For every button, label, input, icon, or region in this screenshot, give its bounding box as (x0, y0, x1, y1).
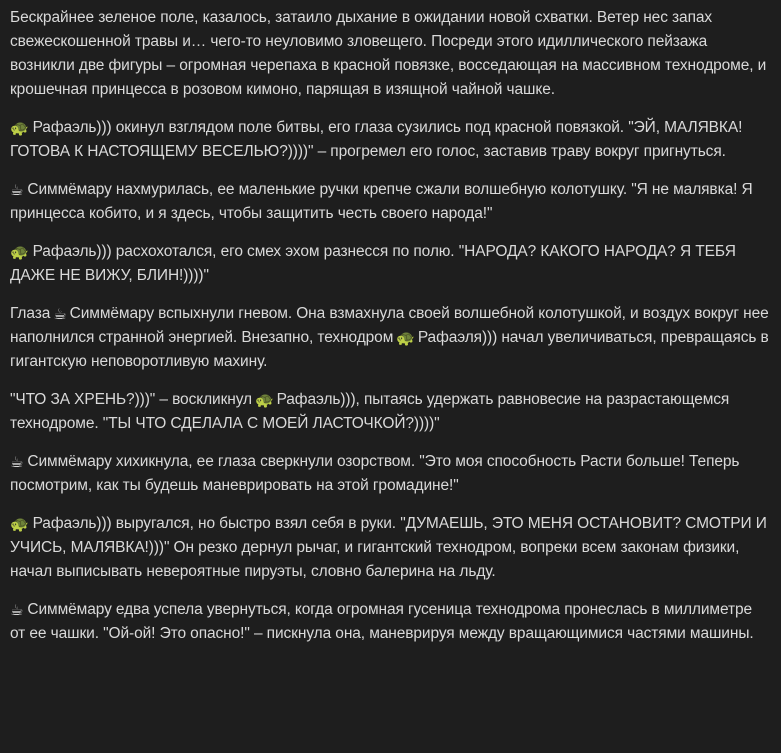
paragraph-text: Симмёмару хихикнула, ее глаза сверкнули озорством. "Это моя способность Расти больше! Теперь посмотрим, как ты будешь маневрировать на этой громадине!" (10, 453, 740, 494)
paragraph-text: Рафаэль))) расхохотался, его смех эхом разнесся по полю. "НАРОДА? КАКОГО НАРОДА? Я ТЕБЯ ДАЖЕ НЕ ВИЖУ, БЛИН!))))" (10, 243, 736, 284)
paragraph-transformation (10, 302, 770, 374)
paragraph-text: Рафаэль))) окинул взглядом поле битвы, его глаза сузились под красной повязкой. "ЭЙ, МАЛЯВКА! ГОТОВА К НАСТОЯЩЕМУ ВЕСЕЛЬЮ?))))" – прогремел его голос, заставив траву вокруг пригнуться. (10, 119, 743, 160)
hot-beverage-icon: ☕ (53, 305, 67, 323)
paragraph-text: Рафаэль))) выругался, но быстро взял себя в руки. "ДУМАЕШЬ, ЭТО МЕНЯ ОСТАНОВИТ? СМОТРИ И УЧИСЬ, МАЛЯВКА!)))" Он резко дернул рычаг, и гигантский технодром, вопреки всем законам физики, начал выписывать невероятные пируэты, словно балерина на льду. (10, 515, 767, 580)
paragraph-raphael-2 (10, 240, 770, 288)
paragraph-simmemaru-2 (10, 450, 770, 498)
paragraph-raphael-4 (10, 512, 770, 584)
turtle-icon: 🐢 (254, 391, 274, 409)
paragraph-text: Бескрайнее зеленое поле, казалось, затаило дыхание в ожидании новой схватки. Ветер нес запах свежескошенной травы и… чего-то неуловимо зловещего. Посреди этого идиллического пейзажа возникли две фигуры – огромная черепаха в красной повязке, восседающая на массивном технодроме, и крошечная принцесса в розовом кимоно, парящая в изящной чайной чашке. (10, 9, 767, 98)
paragraph-raphael-1 (10, 116, 770, 164)
hot-beverage-icon: ☕ (10, 601, 24, 619)
turtle-icon: 🐢 (396, 329, 415, 347)
paragraph-simmemaru-3 (10, 598, 770, 646)
paragraph-text: Рафаэля))) начал увеличиваться, превращаясь в гигантскую неповоротливую махину. (10, 329, 769, 370)
turtle-icon: 🐢 (10, 119, 29, 137)
paragraph-text: Симмёмару вспыхнули гневом. Она взмахнула своей волшебной колотушкой, и воздух вокруг нее наполнился странной энергией. Внезапно, технодром (10, 305, 769, 346)
hot-beverage-icon: ☕ (10, 453, 24, 471)
hot-beverage-icon: ☕ (10, 181, 24, 199)
paragraph-text: Глаза (10, 305, 51, 322)
paragraph-text: "ЧТО ЗА ХРЕНЬ?)))" – воскликнул (10, 391, 252, 408)
paragraph-simmemaru-1 (10, 178, 770, 226)
paragraph-intro (10, 6, 770, 102)
paragraph-raphael-3 (10, 388, 770, 436)
paragraph-text: Симмёмару нахмурилась, ее маленькие ручки крепче сжали волшебную колотушку. "Я не малявка! Я принцесса кобито, и я здесь, чтобы защитить честь своего народа!" (10, 181, 753, 222)
paragraph-text: Рафаэль))), пытаясь удержать равновесие на разрастающемся технодроме. "ТЫ ЧТО СДЕЛАЛА С МОЕЙ ЛАСТОЧКОЙ?))))" (10, 391, 730, 432)
turtle-icon: 🐢 (10, 243, 29, 261)
story-document (10, 6, 770, 660)
turtle-icon: 🐢 (10, 515, 29, 533)
paragraph-text: Симмёмару едва успела увернуться, когда огромная гусеница технодрома пронеслась в миллиметре от ее чашки. "Ой-ой! Это опасно!" – пискнула она, маневрируя между вращающимися частями машины. (10, 601, 754, 642)
